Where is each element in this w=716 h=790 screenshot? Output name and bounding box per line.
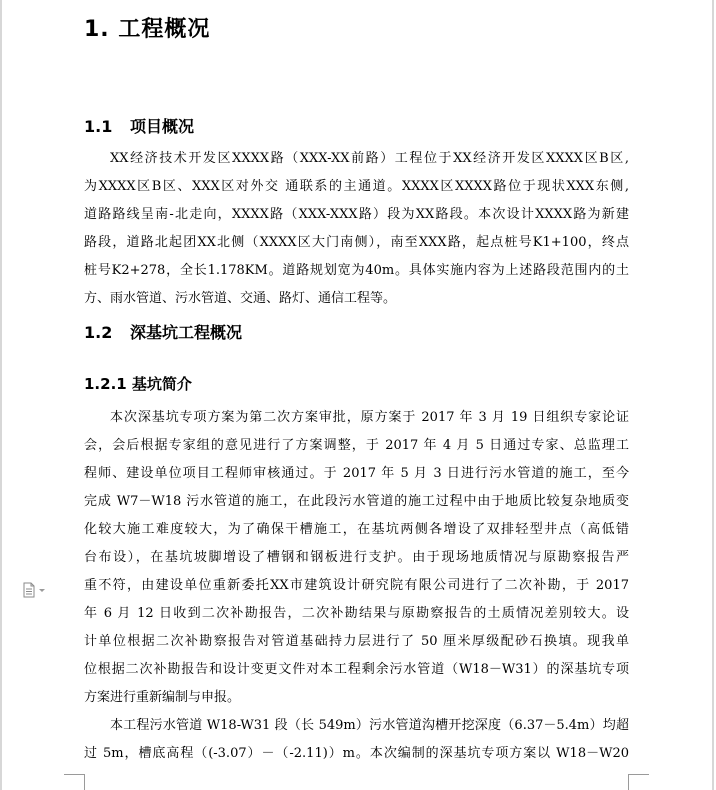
text-line: 计单位根据二次补勘察报告对管道基础持力层进行了 50 厘米厚级配砂石换填。现我单 [84,634,629,649]
text-line: 方案进行重新编制与申报。 [84,690,241,705]
text-line: XX经济技术开发区XXXX路（XXX-XX前路）工程位于XX经济开发区XXXX区B区, [110,151,629,166]
text-line: 为XXXX区B区、XXX区对外交 通联系的主通道。XXXX区XXXX路位于现状XXX东侧, [84,179,629,194]
pit-depth-paragraph [84,712,629,768]
text-line: 方、雨水管道、污水管道、交通、路灯、通信工程等。 [84,291,397,306]
page-left-edge [0,0,2,790]
project-overview-paragraph [84,145,629,313]
text-line: 台布设），在基坑坡脚增设了槽钢和钢板进行支护。由于现场地质情况与原勘察报告严 [84,550,629,565]
text-line: 位根据二次补勘报告和设计变更文件对本工程剩余污水管道（W18－W31）的深基坑专项 [84,662,629,677]
section-heading-1-1 [84,114,194,137]
margin-corner-bottom-right [628,774,649,790]
text-line: 会，会后根据专家组的意见进行了方案调整，于 2017 年 4 月 5 日通过专家、总监理工 [84,438,629,453]
margin-corner-bottom-left [64,774,85,790]
page-right-edge [712,0,714,790]
section-number: 1.2 [84,323,113,342]
text-line: 本次深基坑专项方案为第二次方案审批，原方案于 2017 年 3 月 19 日组织专家论证 [110,410,629,425]
section-number: 1.1 [84,117,113,136]
document-icon[interactable] [22,582,50,598]
pit-intro-paragraph [84,404,629,712]
text-line: 过 5m，槽底高程（(-3.07）－（-2.11)）m。本次编制的深基坑专项方案以 W18－W20 [84,746,629,761]
text-line: 化较大施工难度较大，为了确保干槽施工，在基坑两侧各增设了双排轻型井点（高低错 [84,522,629,537]
text-line: 桩号K2+278，全长1.178KM。道路规划宽为40m。具体实施内容为上述路段范围内的土 [84,263,629,278]
section-title: 项目概况 [130,117,195,136]
text-line: 重不符，由建设单位重新委托XX市建筑设计研究院有限公司进行了二次补勘，于 2017 [84,578,629,593]
section-heading-1-2 [84,320,242,343]
text-line: 年 6 月 12 日收到二次补勘报告，二次补勘结果与原勘察报告的土质情况差别较大。设 [84,606,629,621]
text-line: 完成 W7－W18 污水管道的施工，在此段污水管道的施工过程中由于地质比较复杂地质变 [84,494,629,509]
text-line: 本工程污水管道 W18-W31 段（长 549m）污水管道沟槽开挖深度（6.37－5.4m）均超 [110,718,629,733]
chapter-title: 1. 工程概况 [84,17,211,42]
subsection-heading: 1.2.1 基坑简介 [84,375,192,393]
section-title: 深基坑工程概况 [130,323,243,342]
text-line: 路段，道路北起团XX北侧（XXXX区大门南侧），南至XXX路，起点桩号K1+100，终点 [84,235,629,250]
text-line: 程师、建设单位项目工程师审核通过。于 2017 年 5 月 3 日进行污水管道的施工，至今 [84,466,629,481]
text-line: 道路路线呈南-北走向，XXXX路（XXX-XXX路）段为XX路段。本次设计XXXX路为新建 [84,207,629,222]
